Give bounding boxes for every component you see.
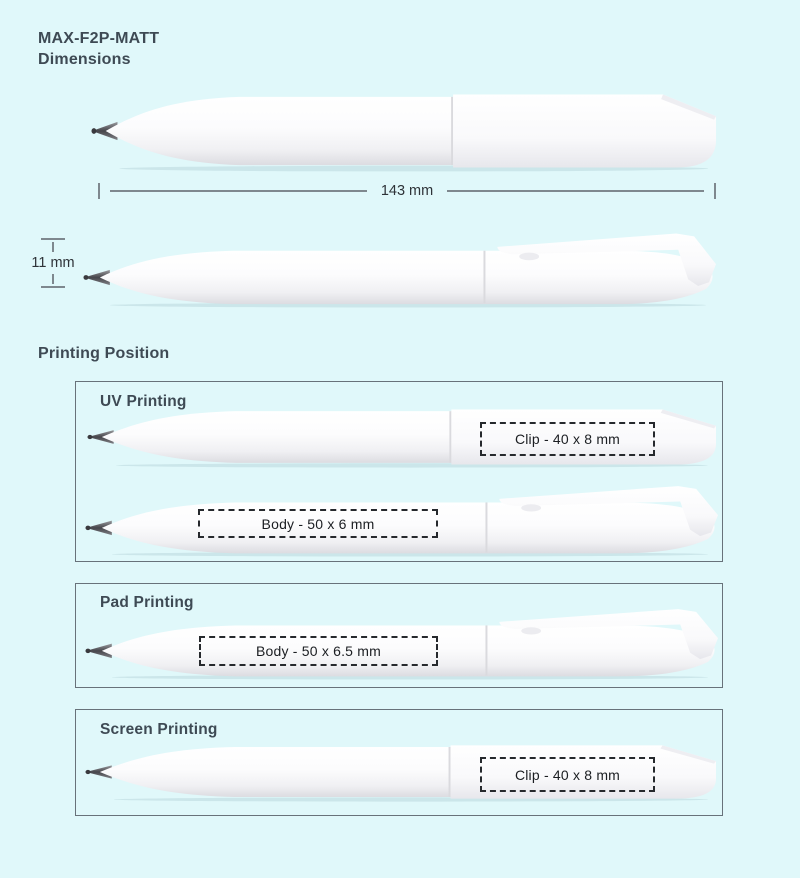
dimension-line-right [447,190,704,192]
diameter-dimension [22,238,84,304]
dimension-line-bottom [52,274,54,284]
screen-clip-print-area [480,757,655,792]
dimension-line-top [52,242,54,252]
screen-clip-print-label: Clip - 40 x 8 mm [514,766,621,783]
pen-clip-raised-image [80,224,716,308]
printing-position-heading: Printing Position [38,345,170,362]
length-value: 143 mm [380,183,434,199]
dimension-line-left [110,190,367,192]
dimension-tick-right [714,183,716,199]
pad-body-print-label: Body - 50 x 6.5 mm [256,643,381,659]
uv-clip-print-label: Clip - 40 x 8 mm [514,431,621,447]
diameter-value: 11 mm [31,255,75,271]
uv-printing-title: UV Printing [100,393,187,410]
uv-body-print-area [198,509,438,538]
product-model: MAX-F2P-MATT [38,30,160,47]
pad-printing-title: Pad Printing [100,594,194,611]
dimensions-label: Dimensions [38,51,131,68]
page-title [38,28,159,70]
pen-side-view-image [90,90,718,172]
length-dimension [98,182,716,200]
screen-printing-title: Screen Printing [100,721,218,738]
dimension-tick-top [41,238,65,240]
dimension-tick-left [98,183,100,199]
pad-body-print-area [199,636,438,666]
uv-body-print-label: Body - 50 x 6 mm [261,515,375,532]
dimension-tick-bottom [41,286,65,288]
uv-clip-print-area [480,422,655,456]
